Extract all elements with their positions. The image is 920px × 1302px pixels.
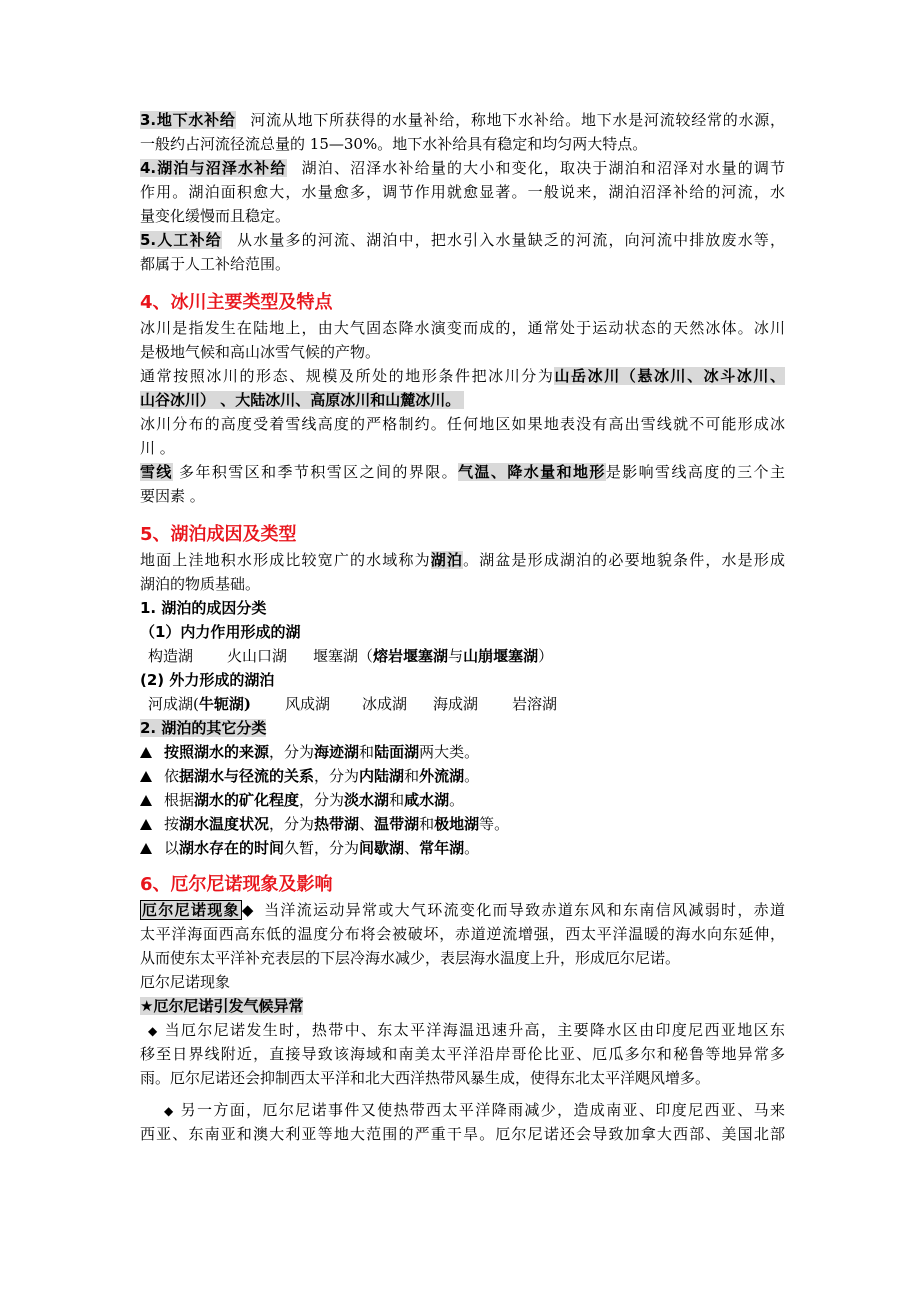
heading-glaciers: 4、冰川主要类型及特点 <box>140 292 333 313</box>
el-nino-b2-line1 <box>140 1098 785 1122</box>
triangle-icon <box>140 819 152 830</box>
list4-d: 、 <box>359 815 375 833</box>
glacier-p2-line2 <box>140 388 785 412</box>
item5-text: 从水量多的河流、湖泊中，把水引入水量缺乏的河流，向河流中排放废水等， <box>235 231 785 249</box>
item5-label: 5.人工补给 <box>140 231 222 249</box>
diamond-icon: ◆ <box>241 901 255 919</box>
item4-line1 <box>140 156 785 180</box>
glacier-p3-line2: 川 。 <box>140 439 175 457</box>
lake-p1-line2: 湖泊的物质基础。 <box>140 575 261 593</box>
list1-d: 和 <box>359 743 375 761</box>
item3-line1 <box>140 108 785 132</box>
list4-a: 按 <box>164 815 180 833</box>
item3-text: 河流从地下所获得的水量补给，称地下水补给。地下水是河流较经常的水源， <box>249 111 785 129</box>
list5-a2: 湖水存在的时间 <box>179 839 285 857</box>
list2-b: ，分为 <box>314 767 360 785</box>
lake-outer-title: (2) 外力形成的湖泊 <box>140 671 275 689</box>
outer-type-4: 海成湖 <box>433 695 479 713</box>
list1-a: 按照湖水的来源 <box>164 743 270 761</box>
heading-el-nino: 6、厄尔尼诺现象及影响 <box>140 874 333 895</box>
list4-e2: 极地湖 <box>434 815 480 833</box>
inner-type-1: 构造湖 <box>148 647 194 665</box>
snowline-text: 多年积雪区和季节积雪区之间的界限。 <box>172 463 459 481</box>
list1-b: ，分为 <box>269 743 315 761</box>
outer-type-1: 河成湖( <box>148 695 199 713</box>
list4-e: 温带湖 <box>374 815 420 833</box>
list4-b: ，分为 <box>269 815 315 833</box>
el-nino-p1-line3: 从而使东太平洋补充表层的下层冷海水减少，表层海水温度上升，形成厄尔尼诺。 <box>140 949 681 967</box>
glacier-types-highlight: 山岳冰川（悬冰川、冰斗冰川、 <box>554 367 785 385</box>
list2-e: 外流湖 <box>419 767 465 785</box>
triangle-icon <box>140 771 152 782</box>
el-nino-subtitle: ★厄尔尼诺引发气候异常 <box>140 997 304 1015</box>
outer-type-oxbow: 牛轭湖) <box>198 695 251 713</box>
lake-list-item-4 <box>140 812 785 836</box>
el-nino-b2-text: 另一方面，厄尔尼诺事件又使热带西太平洋降雨减少，造成南亚、印度尼西亚、马来 <box>179 1101 785 1119</box>
item3-line2: 一般约占河流径流总量的 15—30%。地下水补给具有稳定和均匀两大特点。 <box>140 135 648 153</box>
list2-c: 内陆湖 <box>359 767 405 785</box>
triangle-icon <box>140 795 152 806</box>
el-nino-b1-line2: 移至日界线附近，直接导致该海域和南美太平洋沿岸哥伦比亚、厄瓜多尔和秘鲁等地异常多 <box>140 1045 785 1063</box>
snowline-line2: 要因素 。 <box>140 487 205 505</box>
el-nino-b1-line1 <box>140 1018 785 1042</box>
el-nino-b1-text: 当厄尔尼诺发生时，热带中、东太平洋海温迅速升高，主要降水区由印度尼西亚地区东 <box>163 1021 785 1039</box>
heading-lakes: 5、湖泊成因及类型 <box>140 524 297 545</box>
snowline-label: 雪线 <box>140 463 173 481</box>
list1-c: 海迹湖 <box>314 743 360 761</box>
list4-c: 热带湖 <box>314 815 360 833</box>
list5-d: 、 <box>404 839 420 857</box>
list2-a: 依 <box>164 767 180 785</box>
list4-d2: 和 <box>419 815 435 833</box>
glacier-p2-line1 <box>140 364 785 388</box>
inner-type-landslide: 山崩堰塞湖 <box>463 647 539 665</box>
list2-d: 和 <box>404 767 420 785</box>
el-nino-p1-text: 当洋流运动异常或大气环流变化而导致赤道东风和东南信风减弱时，赤道 <box>262 901 785 919</box>
el-nino-p1-line1 <box>140 898 785 922</box>
list5-f: 。 <box>464 839 480 857</box>
list3-f: 。 <box>449 791 465 809</box>
lake-inner-title: （1）内力作用形成的湖 <box>140 623 301 641</box>
inner-type-3: 堰塞湖（ <box>313 647 374 665</box>
list3-a2: 湖水的矿化程度 <box>194 791 300 809</box>
outer-type-3: 冰成湖 <box>361 695 407 713</box>
item5-line1 <box>140 228 785 252</box>
el-nino-sub-line <box>140 994 785 1018</box>
list4-a2: 湖水温度状况 <box>179 815 270 833</box>
el-nino-p2: 厄尔尼诺现象 <box>140 973 231 991</box>
list3-a: 根据 <box>164 791 195 809</box>
lake-other-title-line <box>140 716 785 740</box>
triangle-icon <box>140 843 152 854</box>
document-page <box>140 108 785 1146</box>
el-nino-b1-line3: 雨。厄尔尼诺还会抑制西太平洋和北大西洋热带风暴生成，使得东北太平洋飓风增多。 <box>140 1069 711 1087</box>
list5-b: 久暂，分为 <box>284 839 360 857</box>
list1-f: 两大类。 <box>419 743 480 761</box>
outer-type-5: 岩溶湖 <box>512 695 558 713</box>
list3-b: ，分为 <box>299 791 345 809</box>
inner-type-and: 与 <box>448 647 464 665</box>
lake-other-title: 2. 湖泊的其它分类 <box>140 719 267 737</box>
glacier-p2-text: 通常按照冰川的形态、规模及所处的地形条件把冰川分为 <box>140 367 555 385</box>
triangle-icon <box>140 747 152 758</box>
item4-line2: 作用。湖泊面积愈大，水量愈多，调节作用就愈显著。一般说来，湖泊沼泽补给的河流，水 <box>140 183 785 201</box>
list5-a: 以 <box>164 839 180 857</box>
list3-c: 淡水湖 <box>344 791 390 809</box>
lake-list-item-2 <box>140 764 785 788</box>
el-nino-label: 厄尔尼诺现象 <box>142 901 240 919</box>
list2-a2: 据湖水与径流的关系 <box>179 767 315 785</box>
lake-term: 湖泊 <box>430 551 464 569</box>
item3-label: 3.地下水补给 <box>140 111 236 129</box>
outer-type-2: 风成湖 <box>284 695 330 713</box>
diamond-icon: ◆ <box>164 1104 174 1118</box>
lake-origin-title: 1. 湖泊的成因分类 <box>140 599 267 617</box>
glacier-p1-line1: 冰川是指发生在陆地上，由大气固态降水演变而成的，通常处于运动状态的天然冰体。冰川 <box>140 319 785 337</box>
lake-list-item-5 <box>140 836 785 860</box>
item5-line2: 都属于人工补给范围。 <box>140 255 291 273</box>
list3-e: 咸水湖 <box>404 791 450 809</box>
lake-list-item-1 <box>140 740 785 764</box>
glacier-p3-line1: 冰川分布的高度受着雪线高度的严格制约。任何地区如果地表没有高出雪线就不可能形成冰 <box>140 415 785 433</box>
el-nino-b2-line2: 西亚、东南亚和澳大利亚等地大范围的严重干旱。厄尔尼诺还会导致加拿大西部、美国北部 <box>140 1125 785 1143</box>
el-nino-p1-line2: 太平洋海面西高东低的温度分布将会被破坏，赤道逆流增强，西太平洋温暖的海水向东延伸， <box>140 925 785 943</box>
lake-p1-line1 <box>140 548 785 572</box>
item4-line3: 量变化缓慢而且稳定。 <box>140 207 291 225</box>
lake-p1-text: 地面上洼地积水形成比较宽广的水域称为 <box>140 551 431 569</box>
list1-e: 陆面湖 <box>374 743 420 761</box>
lake-p1-text-2: 。湖盆是形成湖泊的必要地貌条件，水是形成 <box>463 551 785 569</box>
lake-outer-types <box>140 692 785 716</box>
inner-type-lava: 熔岩堰塞湖 <box>373 647 449 665</box>
inner-type-2: 火山口湖 <box>227 647 288 665</box>
item4-text: 湖泊、沼泽水补给量的大小和变化，取决于湖泊和沼泽对水量的调节 <box>300 159 785 177</box>
glacier-types-highlight-2: 山谷冰川） 、大陆冰川、高原冰川和山麓冰川。 <box>140 391 464 409</box>
inner-type-close: ） <box>538 647 554 665</box>
glacier-p1-line2: 是极地气候和高山冰雪气候的产物。 <box>140 343 381 361</box>
diamond-icon: ◆ <box>148 1024 158 1038</box>
list2-f: 。 <box>464 767 480 785</box>
lake-inner-types <box>140 644 785 668</box>
snowline-line1 <box>140 460 785 484</box>
list5-c: 间歇湖 <box>359 839 405 857</box>
snowline-factors: 气温、降水量和地形 <box>458 463 606 481</box>
list4-f: 等。 <box>479 815 510 833</box>
snowline-text-2: 是影响雪线高度的三个主 <box>605 463 785 481</box>
item4-label: 4.湖泊与沼泽水补给 <box>140 159 287 177</box>
list3-d: 和 <box>389 791 405 809</box>
lake-list-item-3 <box>140 788 785 812</box>
list5-e: 常年湖 <box>419 839 465 857</box>
